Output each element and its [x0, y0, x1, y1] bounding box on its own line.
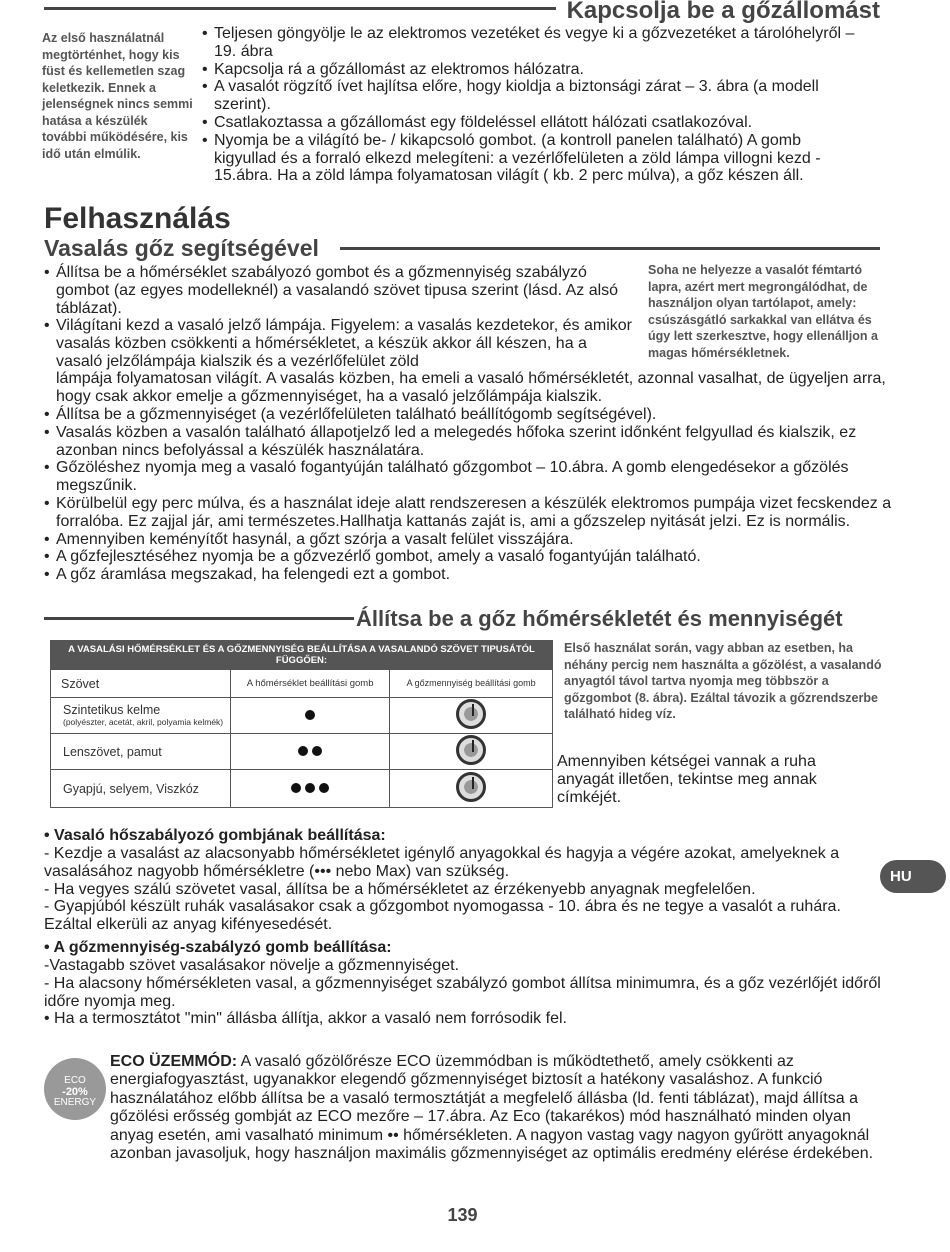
eco-mode-text	[110, 1053, 890, 1163]
eco-badge-line3: ENERGY	[53, 1097, 97, 1108]
eco-badge-line1: ECO	[64, 1075, 86, 1086]
list-item: • Amennyiben keményítőt hasynál, a gőzt szórja a vasalt felület visszájára.	[44, 531, 894, 549]
first-use-side-note: Az első használatnál megtörténhet, hogy kis füst és kellemetlen szag keletkezik. Ennek a jelenségnek nincs semmi hatása a készülék további működésére, kis idő után elmúlik.	[42, 31, 193, 161]
text-line: - Ha vegyes szálú szövetet vasal, állítsa be a hőmérsékletet az érzékenyebb anyagnak megfelelően.	[44, 880, 756, 898]
temperature-dots	[231, 698, 390, 734]
table-row	[51, 698, 553, 734]
table-row	[51, 770, 553, 808]
list-item: • Körülbelül egy perc múlva, és a használat ideje alatt rendszeresen a készülék elektromos pumpája vizet fecskendez a forralóba. Ez zajjal jár, ami természetes.Hallhatja kattanás zaját is, ami a gőzszelep nyitását jelzi. Ez is normális.	[44, 495, 894, 531]
text-line: • Ha a termosztátot "min" állásba állítja, akkor a vasaló nem forrósodik fel.	[44, 1010, 567, 1028]
text-line: -Vastagabb szövet vasalásakor növelje a gőzmennyiséget.	[44, 957, 460, 974]
fabric-column-header: Szövet	[51, 670, 231, 698]
steam-settings-title: Állítsa be a gőz hőmérsékletét és mennyiségét	[356, 606, 843, 631]
usage-title: Felhasználás	[44, 202, 231, 235]
eco-badge-line2: -20%	[62, 1086, 88, 1098]
settings-table	[50, 640, 553, 808]
list-item: • A vasalót rögzítő ívet hajlítsa előre, hogy kioldja a biztonsági zárat – 3. ábra (a modell szerint).	[202, 78, 862, 114]
fabric-label: Gyapjú, selyem, Viszkóz	[51, 770, 231, 808]
language-tab: HU	[880, 860, 946, 893]
temperature-dot	[291, 783, 301, 793]
steam-dial-cell	[390, 734, 553, 770]
steam-dial-icon	[456, 699, 486, 729]
steam-setting-heading: • A gőzmennyiség-szabályzó gomb beállítása:	[44, 939, 392, 956]
steam-dial-cell	[390, 770, 553, 808]
header-rule	[44, 7, 556, 10]
list-item: • Csatlakoztassa a gőzállomást egy földeléssel ellátott hálózati csatlakozóval.	[202, 114, 862, 132]
temperature-setting-heading: • Vasaló hőszabályozó gombjának beállítása:	[44, 827, 386, 844]
text-line: - Gyapjúból készült ruhák vasalásakor csak a gőzgombot nyomogassa - 10. ábra és ne tegye a vasalót a ruhára. Ezáltal elkerüli az anyag kifényesedését.	[44, 898, 841, 934]
eco-energy-icon	[44, 1058, 106, 1120]
temperature-dot	[305, 783, 315, 793]
subtitle-rule	[340, 247, 880, 250]
text-line: - Ha alacsony hőmérsékleten vasal, a gőzmennyiséget szabályzó gombot állítsa minimumra, és a gőz vezérlőjét időről időre nyomja meg.	[44, 974, 881, 1010]
table-row	[51, 734, 553, 770]
temperature-dot	[312, 746, 322, 756]
ironing-subtitle: Vasalás gőz segítségével	[44, 235, 319, 261]
fabric-label: Lenszövet, pamut	[51, 734, 231, 770]
temperature-dots	[231, 770, 390, 808]
list-item: • Teljesen göngyölje le az elektromos vezetéket és vegye ki a gőzvezetéket a tárolóhelyről – 19. ábra	[202, 25, 862, 61]
start-instructions	[202, 25, 862, 185]
temperature-dot	[319, 783, 329, 793]
fabric-label: Szintetikus kelme	[63, 702, 161, 717]
steam-dial-icon	[456, 772, 486, 802]
table-header: A VASALÁSI HŐMÉRSÉKLET ÉS A GŐZMENNYISÉG BEÁLLÍTÁSA A VASALANDÓ SZÖVET TIPUSÁTÓL FÜGGŐEN:	[51, 641, 553, 670]
temperature-dot	[298, 746, 308, 756]
first-steam-use-note: Első használat során, vagy abban az esetben, ha néhány percig nem használta a gőzölést, a vasalandó anyagtól távol tartva nyomja meg többször a gőzgombot (8. ábra). Ezáltal távozik a gőzrendszerbe található hideg víz.	[564, 641, 882, 721]
list-item: • Gőzöléshez nyomja meg a vasaló fogantyúján található gőzgombot – 10.ábra. A gomb elengedésekor a gőzölés megszűnik.	[44, 459, 894, 495]
eco-mode-description: A vasaló gőzölőrésze ECO üzemmódban is működtethető, amely csökkenti az energiafogyasztást, ugyanakkor elegendő gőzmennyiséget biztosít a hatékony vasaláshoz. A funkció használatához előbb állítsa be a vasaló termosztátját a megfelelő állásba (ld. fenti táblázat), majd állítsa a gőzölési erősség gombját az ECO mezőre – 17.ábra. Az Eco (takarékos) mód használható minden olyan anyag esetén, ami vasalható minimum •• hőmérsékleten. A nagyon vastag vagy nagyon gyűrött anyagoknál azonban javasoljuk, hogy használjon maximális gőzmennyiséget az optimális eredmény elérése érdekében.	[110, 1053, 874, 1163]
steam-dial-icon	[456, 735, 486, 765]
list-item: • A gőzfejlesztéséhez nyomja be a gőzvezérlő gombot, amely a vasaló fogantyúján található.	[44, 548, 894, 566]
temperature-column-header: A hőmérséklet beállítási gomb	[231, 670, 390, 698]
steam-dial-cell	[390, 698, 553, 734]
ironing-instructions-wide	[44, 406, 894, 584]
temperature-setting-text	[44, 845, 884, 934]
list-item: • Nyomja be a világító be- / kikapcsoló gombot. (a kontroll panelen található) A gomb kigyullad és a forraló elkezd melegíteni: a vezérlőfelületen a zöld lámpa villogni kezd - 15.ábra. Ha a zöld lámpa folyamatosan világít ( kb. 2 perc múlva), a gőz készen áll.	[202, 132, 862, 185]
steam-title-rule	[44, 617, 354, 620]
list-item: • A gőz áramlása megszakad, ha felengedi ezt a gombot.	[44, 566, 894, 584]
fabric-note: (polyészter, acetát, akril, polyamia kelmék)	[63, 716, 224, 727]
text-line: - Kezdje a vasalást az alacsonyabb hőmérsékletet igénylő anyagokkal és hagyja a végére azokat, amelyeknek a vasalásához nagyobb hőmérsékletre (••• nebo Max) van szükség.	[44, 845, 840, 880]
temperature-dots	[231, 734, 390, 770]
list-item: • Világítani kezd a vasaló jelző lámpája. Figyelem: a vasalás kezdetekor, és amikor vasalás közben csökkenti a hőmérsékletet, a készük akkor áll készen, ha a vasaló jelzőlámpája kialszik és a vezérlőfelület zöld	[44, 317, 636, 370]
ironing-instructions-narrow	[44, 264, 636, 371]
list-item: • Kapcsolja rá a gőzállomást az elektromos hálózatra.	[202, 61, 862, 79]
temperature-dot	[305, 710, 315, 720]
eco-mode-title: ECO ÜZEMMÓD:	[110, 1053, 238, 1070]
list-item: • Állítsa be a gőzmennyiséget (a vezérlőfelületen található beállítógomb segítségével).	[44, 406, 894, 424]
list-item: • Állítsa be a hőmérséklet szabályozó gombot és a gőzmennyiség szabályzó gombot (az egyes modelleknél) a vasalandó szövet tipusa szerint (lásd. Az alsó táblázat).	[44, 264, 636, 317]
ironing-continuation: lámpája folyamatosan világít. A vasalás közben, ha emeli a vasaló hőmérsékletét, azonnal vasalhat, de ügyeljen arra, hogy csak akkor emelje a gőzmennyiséget, ha a vasaló jelzőlámpája kialszik.	[56, 370, 886, 405]
steam-column-header: A gőzmennyiség beállítási gomb	[390, 670, 553, 698]
section-title-start: Kapcsolja be a gőzállomást	[566, 0, 880, 24]
support-side-note: Soha ne helyezze a vasalót fémtartó lapra, azért mert megrongálódhat, de használjon olyan tartólapot, amely: csúszásgátló sarkakkal van ellátva és úgy lett szerkesztve, hogy ellenálljon a magas hőmérsékletnek.	[648, 263, 878, 360]
list-item: • Vasalás közben a vasalón található állapotjelző led a melegedés hőfoka szerint időnként felgyullad és kialszik, ez azonban nincs befolyással a készülék használatára.	[44, 424, 894, 460]
page-number: 139	[447, 1205, 478, 1225]
fabric-doubt-note: Amennyiben kétségei vannak a ruha anyagát illetően, tekintse meg annak címkéjét.	[557, 753, 817, 806]
steam-setting-text	[44, 957, 884, 1028]
